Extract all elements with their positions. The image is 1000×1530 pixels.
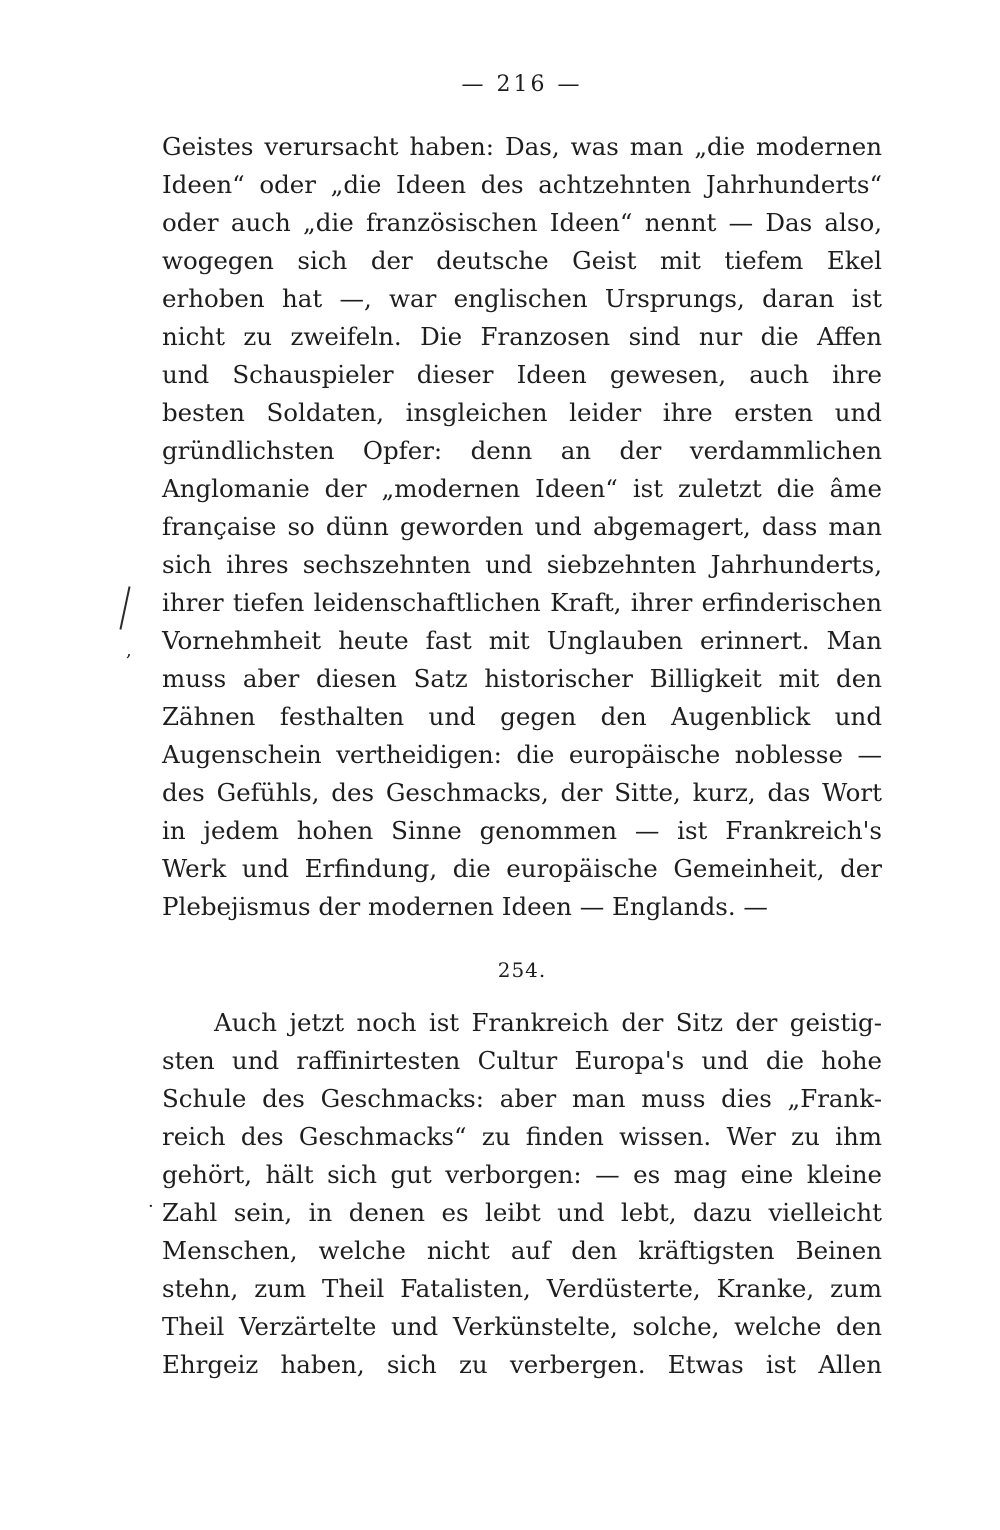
text-line: muss aber diesen Satz historischer Billigkeit mit den <box>162 664 882 693</box>
text-line: Menschen, welche nicht auf den kräftigsten Beinen <box>162 1236 882 1265</box>
text-line: stehn, zum Theil Fatalisten, Verdüsterte, Kranke, zum <box>162 1274 882 1303</box>
text-line: sich ihres sechszehnten und siebzehnten Jahrhunderts, <box>162 550 882 579</box>
text-line: Geistes verursacht haben: Das, was man „die modernen <box>162 132 882 161</box>
text-line: Zähnen festhalten und gegen den Augenblick und <box>162 702 882 731</box>
text-line: Augenschein vertheidigen: die europäische noblesse — <box>162 740 882 769</box>
text-line: sten und raffinirtesten Cultur Europa's und die hohe <box>162 1046 882 1075</box>
text-line: Plebejismus der modernen Ideen — Englands. — <box>162 892 768 921</box>
text-line: Zahl sein, in denen es leibt und lebt, dazu vielleicht <box>162 1198 882 1227</box>
margin-pencil-mark <box>119 586 130 629</box>
text-line: Ehrgeiz haben, sich zu verbergen. Etwas ist Allen <box>162 1350 882 1379</box>
text-line: Vornehmheit heute fast mit Unglauben erinnert. Man <box>162 626 882 655</box>
text-line: Auch jetzt noch ist Frankreich der Sitz der geistig- <box>214 1008 882 1037</box>
text-line: Ideen“ oder „die Ideen des achtzehnten Jahrhunderts“ <box>162 170 882 199</box>
text-line: gründlichsten Opfer: denn an der verdammlichen <box>162 436 882 465</box>
text-line: française so dünn geworden und abgemagert, dass man <box>162 512 882 541</box>
text-line: reich des Geschmacks“ zu finden wissen. Wer zu ihm <box>162 1122 882 1151</box>
text-line: ihrer tiefen leidenschaftlichen Kraft, ihrer erfinderischen <box>162 588 882 617</box>
text-line: Werk und Erfindung, die europäische Gemeinheit, der <box>162 854 882 883</box>
margin-comma-mark: , <box>126 640 132 661</box>
margin-dot-mark: · <box>148 1196 154 1217</box>
text-line: oder auch „die französischen Ideen“ nennt — Das also, <box>162 208 882 237</box>
text-line: nicht zu zweifeln. Die Franzosen sind nur die Affen <box>162 322 882 351</box>
section-number: 254. <box>497 958 547 982</box>
text-line: gehört, hält sich gut verborgen: — es mag eine kleine <box>162 1160 882 1189</box>
text-line: besten Soldaten, insgleichen leider ihre ersten und <box>162 398 882 427</box>
page-number: — 216 — <box>461 72 583 97</box>
text-line: erhoben hat —, war englischen Ursprungs, daran ist <box>162 284 882 313</box>
text-line: Schule des Geschmacks: aber man muss dies „Frank- <box>162 1084 882 1113</box>
text-line: Anglomanie der „modernen Ideen“ ist zuletzt die âme <box>162 474 882 503</box>
text-line: Theil Verzärtelte und Verkünstelte, solche, welche den <box>162 1312 882 1341</box>
text-line: wogegen sich der deutsche Geist mit tiefem Ekel <box>162 246 882 275</box>
text-line: des Gefühls, des Geschmacks, der Sitte, kurz, das Wort <box>162 778 882 807</box>
text-line: in jedem hohen Sinne genommen — ist Frankreich's <box>162 816 882 845</box>
text-line: und Schauspieler dieser Ideen gewesen, auch ihre <box>162 360 882 389</box>
